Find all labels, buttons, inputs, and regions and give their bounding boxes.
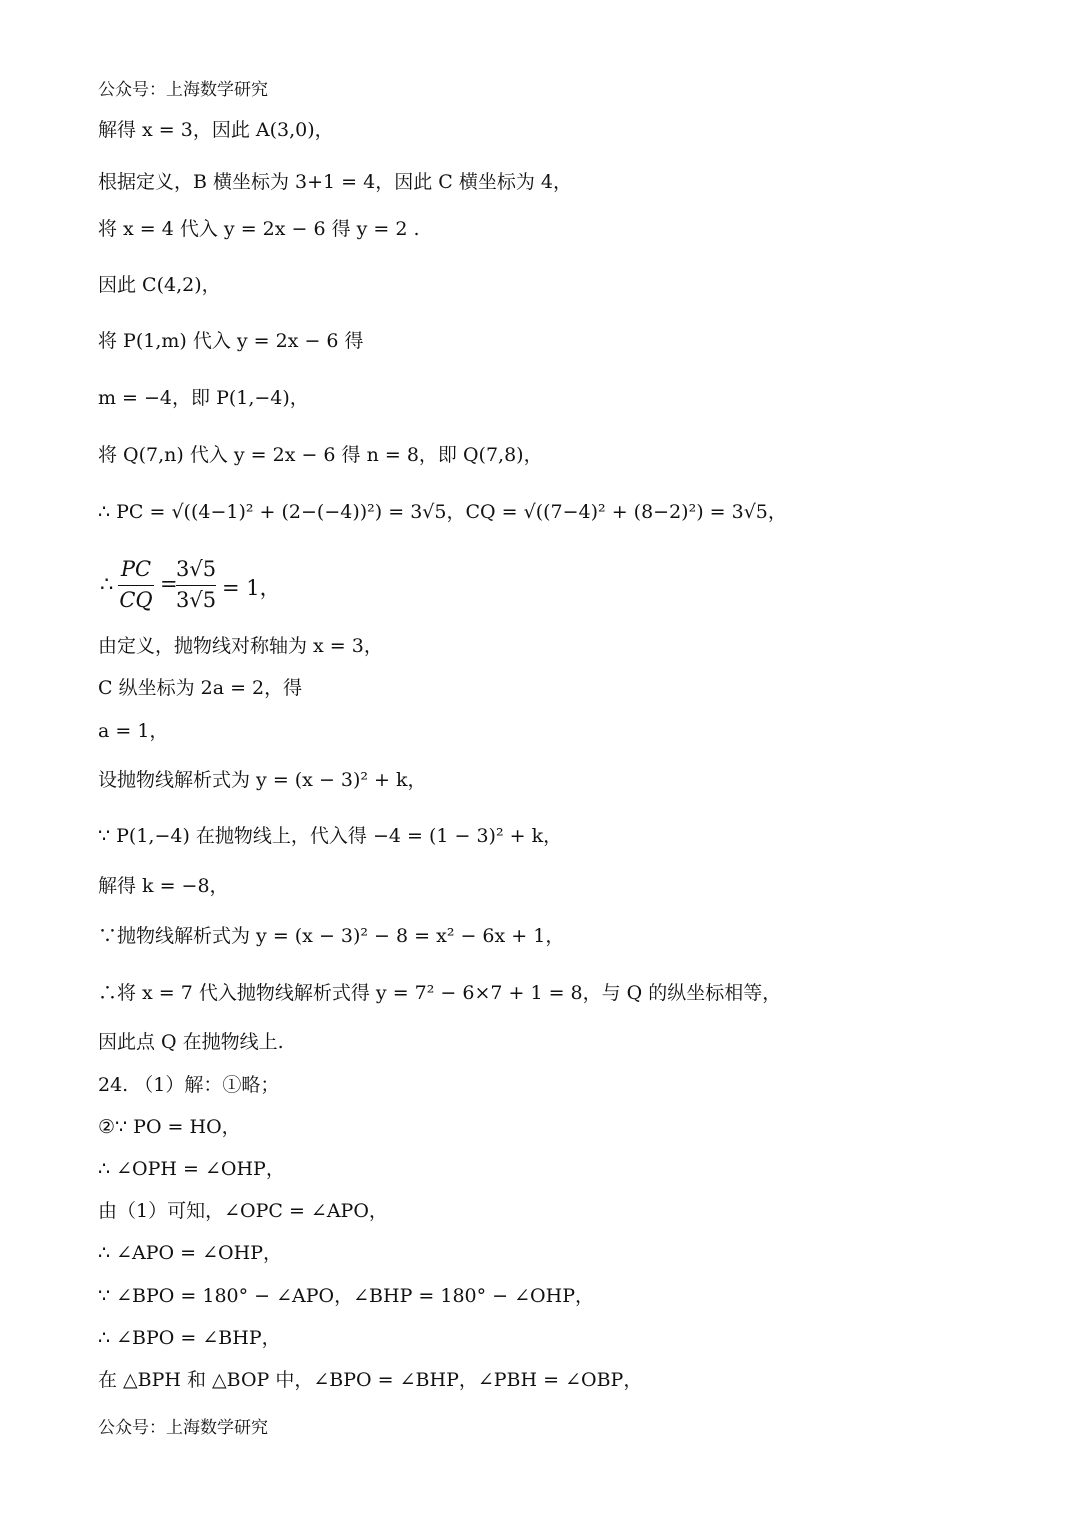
solution-line: ∵ ∠BPO = 180° − ∠APO，∠BHP = 180° − ∠OHP， [98,1285,594,1307]
solution-line: 由（1）可知，∠OPC = ∠APO， [98,1200,388,1222]
solution-line: ∴ ∠APO = ∠OHP， [98,1242,282,1264]
fraction-line [98,556,418,616]
solution-line: 因此 C(4,2)， [98,274,221,296]
solution-line: 解得 k = −8， [98,875,229,897]
solution-line: 设抛物线解析式为 y = (x − 3)² + k， [98,769,427,791]
fraction-bar [118,585,154,586]
therefore-symbol: ∴ [100,572,114,596]
fraction-bar [176,585,216,586]
solution-line: C 纵坐标为 2a = 2，得 [98,677,303,699]
solution-line: ∵ P(1,−4) 在抛物线上，代入得 −4 = (1 − 3)² + k， [98,825,563,847]
page-header: 公众号：上海数学研究 [98,80,268,100]
solution-line: ∴ PC = √((4−1)² + (2−(−4))²) = 3√5，CQ = √((7−4)² + (8−2)²) = 3√5， [98,501,787,523]
solution-line: 由定义，抛物线对称轴为 x = 3， [98,635,383,657]
fraction-numerator: 3√5 [176,557,217,581]
solution-line: 将 x = 4 代入 y = 2x − 6 得 y = 2 . [98,218,420,240]
solution-line: ∴ ∠BPO = ∠BHP， [98,1327,281,1349]
solution-line: 解得 x = 3，因此 A(3,0)， [98,119,334,141]
solution-line: 将 Q(7,n) 代入 y = 2x − 6 得 n = 8，即 Q(7,8)， [98,444,543,466]
fraction-denominator: 3√5 [176,588,217,612]
fraction-numerator: PC [120,557,152,581]
solution-line: 根据定义，B 横坐标为 3+1 = 4，因此 C 横坐标为 4， [98,171,572,193]
solution-line: ∴ ∠OPH = ∠OHP， [98,1158,285,1180]
solution-line: ②∵ PO = HO， [98,1116,241,1138]
fraction-denominator: CQ [119,588,153,612]
solution-line: 因此点 Q 在抛物线上. [98,1031,284,1053]
solution-line: a = 1， [98,720,169,742]
result-text: = 1， [222,576,281,600]
page-footer: 公众号：上海数学研究 [98,1418,268,1438]
equals-sign: = [160,572,178,596]
solution-line: ∴将 x = 7 代入抛物线解析式得 y = 7² − 6×7 + 1 = 8，与 Q 的纵坐标相等， [98,982,782,1004]
solution-line: 24. （1）解：①略； [98,1074,280,1096]
solution-line: 将 P(1,m) 代入 y = 2x − 6 得 [98,330,364,352]
solution-line: ∵抛物线解析式为 y = (x − 3)² − 8 = x² − 6x + 1， [98,925,565,947]
solution-line: m = −4，即 P(1,−4)， [98,387,309,409]
solution-line: 在 △BPH 和 △BOP 中，∠BPO = ∠BHP，∠PBH = ∠OBP， [98,1369,643,1391]
